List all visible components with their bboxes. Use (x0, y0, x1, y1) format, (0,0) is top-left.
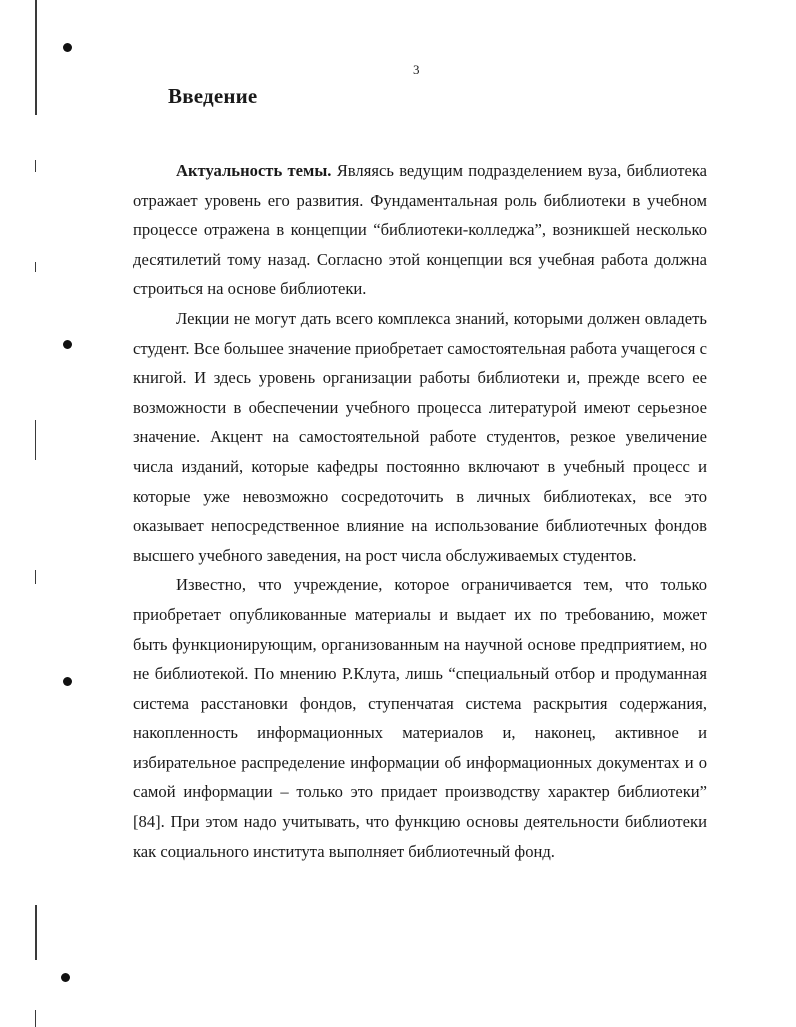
binder-hole-mark (63, 43, 72, 52)
paragraph-text: Лекции не могут дать всего комплекса знаний, которыми должен овладеть студент. Все большее значение приобретает самостоятельная работа учащегося с книгой. И здесь уровень организации работы библиотеки и, прежде всего ее возможности в обеспечении учебного процесса литературой имеют серьезное значение. Акцент на самостоятельной работе студентов, резкое увеличение числа изданий, которые кафедры постоянно включают в учебный процесс и которые уже невозможно сосредоточить в личных библиотеках, все это оказывает непосредственное влияние на использование библиотечных фондов высшего учебного заведения, на рост числа обслуживаемых студентов. (133, 308, 707, 565)
scan-edge-line (35, 160, 36, 172)
binder-hole-mark (63, 677, 72, 686)
paragraph-text: Являясь ведущим подразделением вуза, библиотека отражает уровень его развития. Фундаментальная роль библиотеки в учебном процессе отражена в концепции “библиотеки-колледжа”, возникшей несколько десятилетий тому назад. Согласно этой концепции вся учебная работа должна строиться на основе библиотеки. (133, 161, 707, 299)
paragraph-klut (133, 570, 707, 866)
section-heading: Введение (168, 84, 258, 108)
scan-edge-line (35, 420, 36, 460)
binder-hole-mark (63, 340, 72, 349)
binder-hole-mark (61, 973, 70, 982)
body-text (133, 156, 707, 866)
scan-edge-line (35, 0, 37, 115)
paragraph-relevance (133, 156, 707, 304)
page-number: 3 (413, 62, 420, 77)
relevance-lead: Актуальность темы. (176, 161, 332, 180)
paragraph-lectures (133, 304, 707, 570)
paragraph-text: Известно, что учреждение, которое ограничивается тем, что только приобретает опубликованные материалы и выдает их по требованию, может быть функционирующим, организованным на научной основе предприятием, но не библиотекой. По мнению Р.Клута, лишь “специальный отбор и продуманная система расстановки фондов, ступенчатая система раскрытия содержания, накопленность информационных материалов и, наконец, активное и избирательное распределение информации об информационных документах и о самой информации – только это придает производству характер библиотеки” [84]. При этом надо учитывать, что функцию основы деятельности библиотеки как социального института выполняет библиотечный фонд. (133, 575, 707, 861)
scan-edge-line (35, 905, 37, 960)
scan-edge-line (35, 1010, 36, 1027)
scan-edge-line (35, 262, 36, 272)
scan-edge-line (35, 570, 36, 584)
